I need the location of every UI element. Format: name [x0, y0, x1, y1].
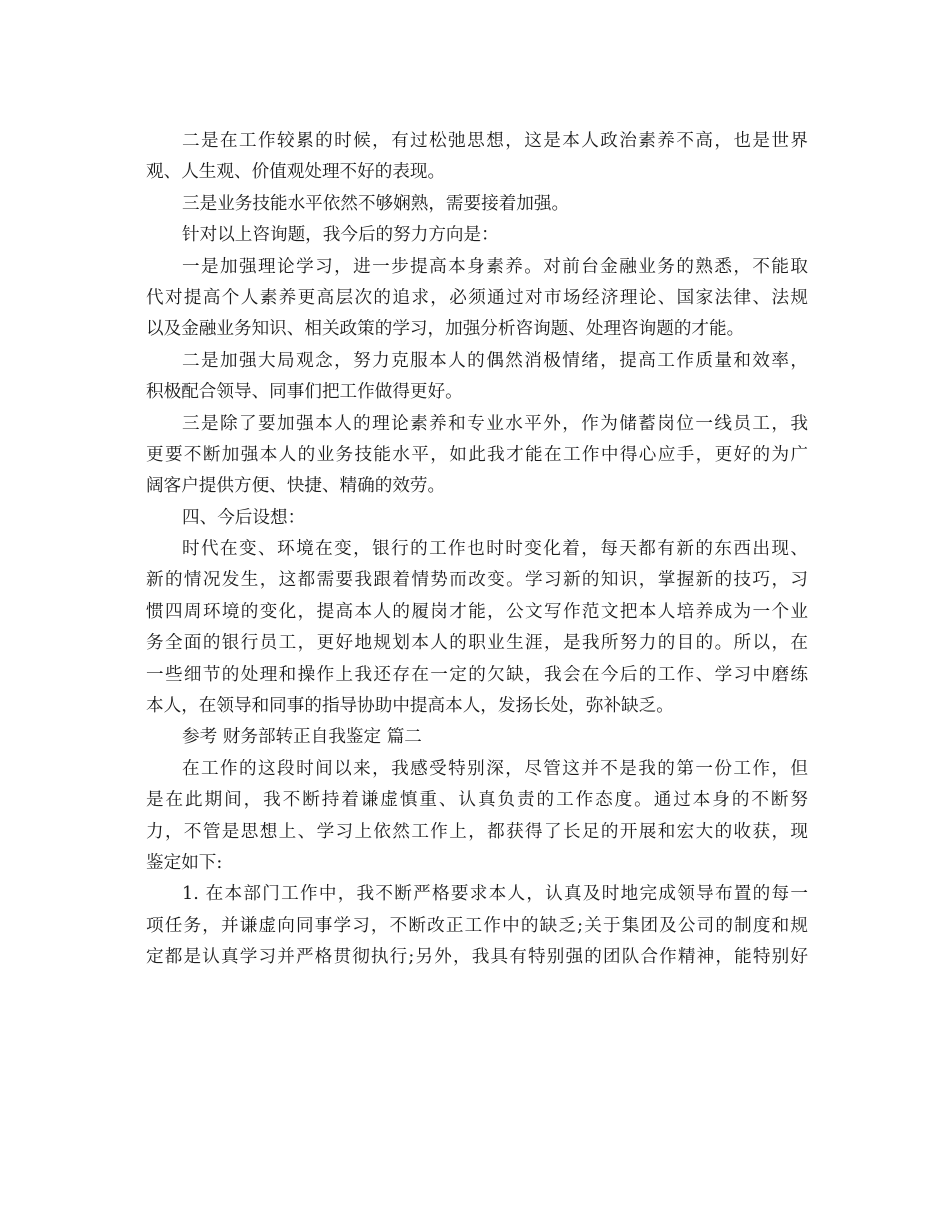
text-line: 阔客户提供方便、快捷、精确的效劳。: [146, 476, 446, 497]
text-line: 积极配合领导、同事们把工作做得更好。: [146, 382, 463, 403]
text-line: 1. 在本部门工作中，我不断严格要求本人，认真及时地完成领导布置的每一: [182, 884, 808, 905]
text-line: 一些细节的处理和操作上我还存在一定的欠缺，我会在今后的工作、学习中磨练: [146, 664, 808, 685]
text-line: 代对提高个人素养更高层次的追求，必须通过对市场经济理论、国家法律、法规: [146, 287, 808, 308]
text-line: 三是除了要加强本人的理论素养和专业水平外，作为储蓄岗位一线员工，我: [182, 413, 808, 434]
text-line: 三是业务技能水平依然不够娴熟，需要接着加强。: [182, 193, 570, 214]
text-line: 是在此期间，我不断持着谦虚慎重、认真负责的工作态度。通过本身的不断努: [146, 790, 808, 811]
text-line: 鉴定如下:: [146, 852, 223, 873]
text-line: 二是在工作较累的时候，有过松弛思想，这是本人政治素养不高，也是世界: [182, 131, 808, 151]
text-line: 针对以上咨询题，我今后的努力方向是：: [182, 225, 499, 246]
text-line: 新的情况发生，这都需要我跟着情势而改变。学习新的知识，掌握新的技巧，习: [146, 570, 808, 591]
text-line: 本人，在领导和同事的指导协助中提高本人，发扬长处，弥补缺乏。: [146, 696, 674, 717]
text-line: 务全面的银行员工，更好地规划本人的职业生涯，是我所努力的目的。所以，在: [146, 633, 808, 654]
section-heading: 四、今后设想：: [182, 507, 306, 528]
text-line: 二是加强大局观念，努力克服本人的偶然消极情绪，提高工作质量和效率，: [182, 350, 808, 371]
text-line: 项任务，并谦虚向同事学习，不断改正工作中的缺乏;关于集团及公司的制度和规: [146, 915, 808, 936]
document-body: [146, 126, 808, 974]
text-line: 时代在变、环境在变，银行的工作也时时变化着，每天都有新的东西出现、: [182, 539, 808, 560]
section-heading: 参考 财务部转正自我鉴定 篇二: [182, 727, 422, 748]
text-line: 在工作的这段时间以来，我感受特别深，尽管这并不是我的第一份工作，但: [182, 758, 808, 779]
text-line: 以及金融业务知识、相关政策的学习，加强分析咨询题、处理咨询题的才能。: [146, 319, 745, 340]
text-line: 惯四周环境的变化，提高本人的履岗才能，公文写作范文把本人培养成为一个业: [146, 601, 808, 622]
text-line: 观、人生观、价值观处理不好的表现。: [146, 162, 446, 183]
text-line: 更要不断加强本人的业务技能水平，如此我才能在工作中得心应手，更好的为广: [146, 444, 808, 465]
text-line: 一是加强理论学习，进一步提高本身素养。对前台金融业务的熟悉，不能取: [182, 256, 808, 277]
text-line: 定都是认真学习并严格贯彻执行;另外，我具有特别强的团队合作精神，能特别好: [146, 947, 808, 968]
text-line: 力，不管是思想上、学习上依然工作上，都获得了长足的开展和宏大的收获，现: [146, 821, 808, 842]
